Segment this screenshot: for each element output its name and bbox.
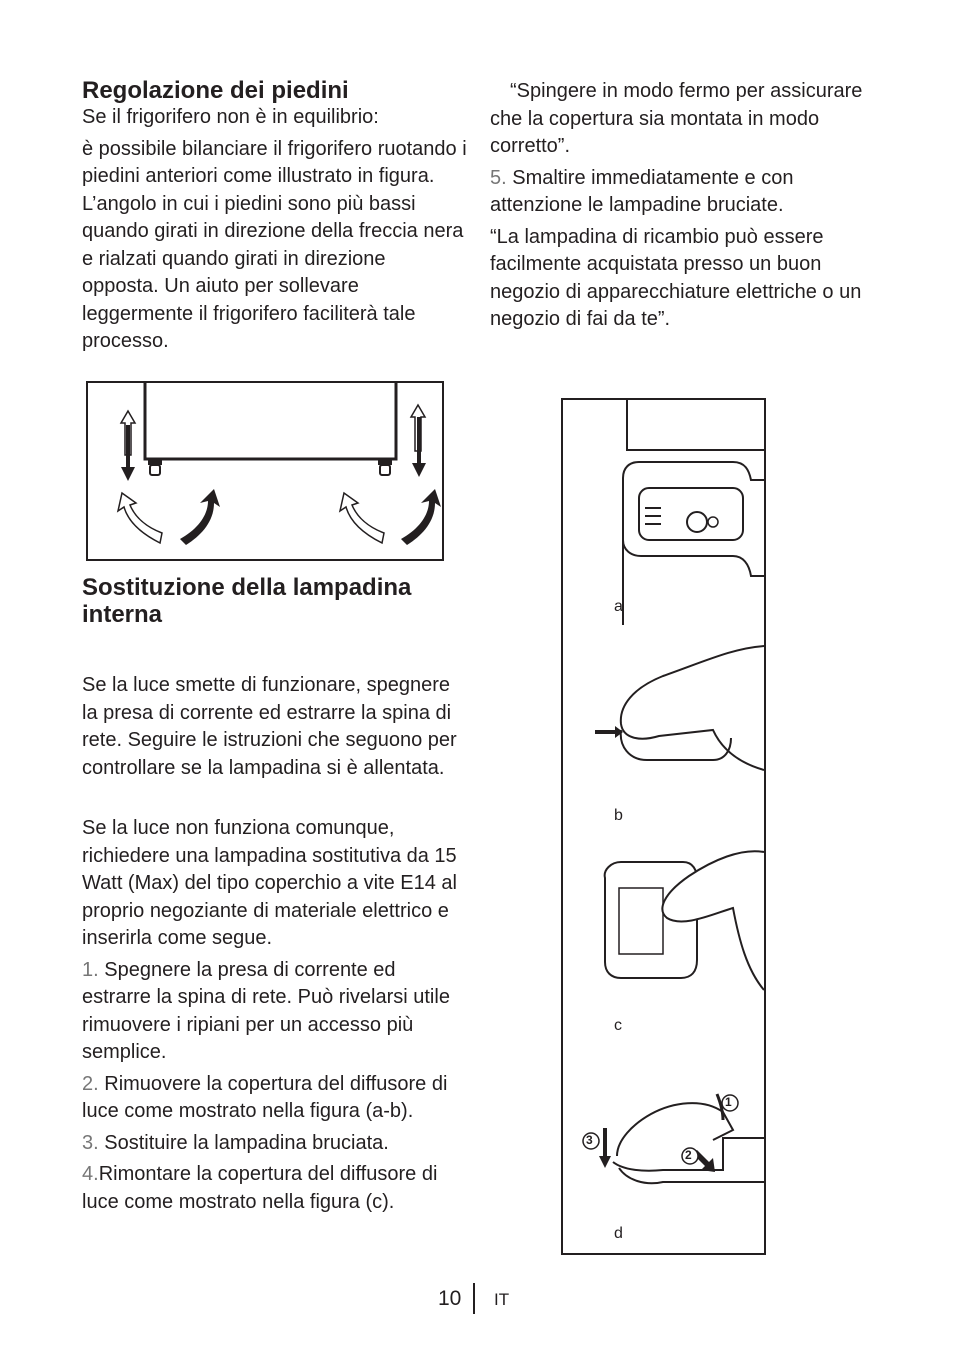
lamp-step-5 xyxy=(490,165,880,220)
language-code: IT xyxy=(494,1290,510,1309)
feet-body: è possibile bilanciare il frigorifero ruotando i piedini anteriori come illustrato in figura. L’angolo in cui i piedini sono più bassi quando girati in direzione della freccia nera e rialzati quando girati in direzione opposta. Un aiuto per sollevare leggermente il frigorifero faciliterà tale processo. xyxy=(82,137,467,352)
figure-marker-2: 2 xyxy=(685,1148,692,1162)
lamp-step-2 xyxy=(82,1071,467,1126)
section-title-lamp: Sostituzione della lampadina interna xyxy=(82,574,412,628)
right-column-text xyxy=(490,78,880,334)
figure-marker-3: 3 xyxy=(586,1133,593,1147)
quote-spare-lamp: “La lampadina di ricambio può essere facilmente acquistata presso un buon negozio di apparecchiature elettriche o un negozio di fai da te”. xyxy=(490,225,862,330)
figure-label-a: a xyxy=(614,598,623,615)
step-number: 5. xyxy=(490,166,507,189)
feet-figure-drawing xyxy=(88,383,442,559)
lamp-step-1 xyxy=(82,957,467,1067)
figure-label-d: d xyxy=(614,1225,623,1242)
lamp-para-1: Se la luce smette di funzionare, spegnere la presa di corrente ed estrarre la spina di rete. Seguire le istruzioni che seguono per controllare se la lampadina si è allentata. xyxy=(82,674,457,779)
feet-intro: Se il frigorifero non è in equilibrio: xyxy=(82,106,379,128)
lamp-figure-drawing xyxy=(563,400,764,1253)
lamp-replacement-figure xyxy=(561,398,766,1255)
figure-marker-1: 1 xyxy=(725,1095,732,1109)
step-number: 3. xyxy=(82,1131,99,1154)
lamp-step-4 xyxy=(82,1161,467,1216)
section-title-feet: Regolazione dei piedini xyxy=(82,77,349,104)
figure-label-c: c xyxy=(614,1017,622,1034)
step-text: Rimontare la copertura del diffusore di luce come mostrato nella figura (c). xyxy=(82,1163,438,1213)
step-number: 4. xyxy=(82,1163,99,1185)
lamp-para-2: Se la luce non funziona comunque, richiedere una lampadina sostitutiva da 15 Watt (Max) del tipo coperchio a vite E14 al proprio negoziante di materiale elettrico e inserirla come segue. xyxy=(82,817,457,949)
step-text: Smaltire immediatamente e con attenzione le lampadine bruciate. xyxy=(490,166,794,216)
section-lamp-replacement xyxy=(82,574,467,1216)
page-number: 10 xyxy=(438,1287,462,1310)
quote-push-firmly: “Spingere in modo fermo per assicurare che la copertura sia montata in modo corretto”. xyxy=(490,80,863,157)
lamp-step-3 xyxy=(82,1130,467,1158)
step-number: 2. xyxy=(82,1072,99,1095)
step-number: 1. xyxy=(82,958,99,981)
step-text: Spegnere la presa di corrente ed estrarre la spina di rete. Può rivelarsi utile rimuovere i ripiani per un accesso più semplice. xyxy=(82,958,450,1063)
footer-divider xyxy=(473,1283,475,1314)
figure-label-b: b xyxy=(614,807,623,824)
step-text: Rimuovere la copertura del diffusore di luce come mostrato nella figura (a-b). xyxy=(82,1072,448,1122)
step-text: Sostituire la lampadina bruciata. xyxy=(98,1131,389,1154)
section-feet-adjustment xyxy=(82,78,467,356)
feet-adjustment-figure xyxy=(86,381,444,561)
